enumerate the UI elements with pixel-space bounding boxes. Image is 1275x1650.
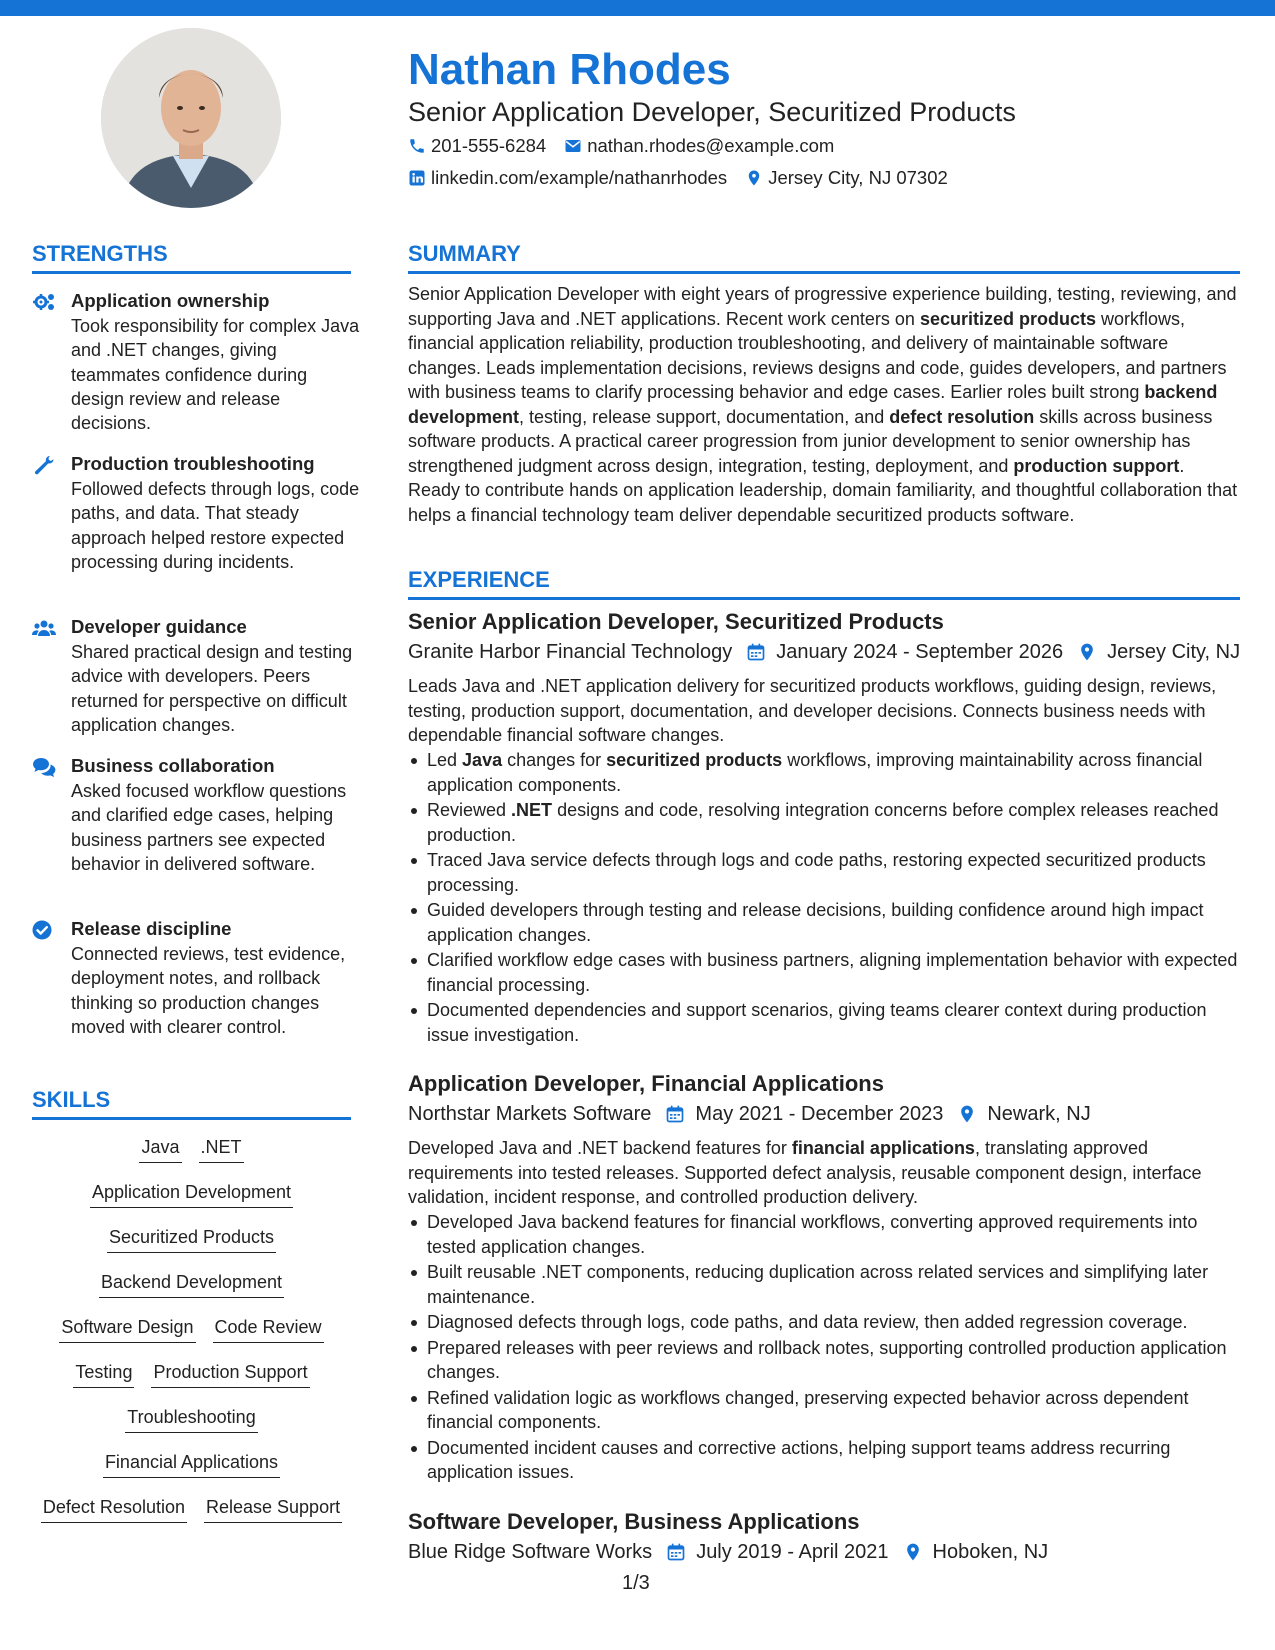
job-location-text: Newark, NJ <box>987 1103 1091 1125</box>
job-dates <box>666 1539 888 1565</box>
email-item <box>564 134 834 158</box>
job-bullet: Prepared releases with peer reviews and rollback notes, supporting controlled production application changes. <box>408 1336 1240 1385</box>
job-bullet <box>408 748 1240 797</box>
bullet-text: designs and code, resolving integration concerns before complex releases reached production. <box>427 800 1219 845</box>
summary-keyword: securitized products <box>919 308 1096 329</box>
job-bullet: Refined validation logic as workflows changed, preserving expected behavior across dependent financial components. <box>408 1386 1240 1435</box>
job-location-text: Jersey City, NJ <box>1107 641 1241 663</box>
skills-row <box>32 1270 351 1298</box>
map-pin-icon <box>745 169 763 187</box>
calendar-icon <box>666 1542 686 1562</box>
job-description: Leads Java and .NET application delivery for securitized products workflows, guiding design, reviews, testing, production support, documentation, and developer decisions. Connects business needs with dependable financial software changes. <box>408 676 1217 745</box>
linkedin-item <box>408 166 727 190</box>
bullet-keyword: securitized products <box>606 750 783 770</box>
skill-tag: Software Design <box>59 1315 195 1343</box>
job-title: Application Developer, Financial Applications <box>408 1071 884 1096</box>
job-bullet <box>408 798 1240 847</box>
strength-desc: Shared practical design and testing advice with developers. Peers returned for perspective on difficult application changes. <box>71 642 353 735</box>
job-title: Software Developer, Business Applications <box>408 1509 860 1534</box>
bullet-text: Reviewed <box>427 800 512 820</box>
job-dates <box>665 1101 943 1127</box>
strengths-heading: STRENGTHS <box>32 241 351 274</box>
skill-tag: .NET <box>199 1135 244 1163</box>
candidate-title: Senior Application Developer, Securitized Products <box>408 97 1016 127</box>
summary-keyword: backend development <box>408 382 1218 427</box>
job-location <box>903 1539 1049 1565</box>
summary-text: . Ready to contribute hands on application leadership, domain familiarity, and thoughtful collaboration that helps a financial technology team deliver dependable securitized products software. <box>408 455 1238 525</box>
check-circle-icon <box>32 920 56 940</box>
gears-icon <box>32 292 56 312</box>
job-title: Senior Application Developer, Securitized Products <box>408 609 944 634</box>
skill-tag: Troubleshooting <box>125 1405 257 1433</box>
map-pin-icon <box>957 1104 977 1124</box>
phone-text[interactable]: 201-555-6284 <box>431 135 547 156</box>
job-bullet: Traced Java service defects through logs and code paths, restoring expected securitized products processing. <box>408 848 1240 897</box>
skills-row <box>32 1135 351 1163</box>
skills-row <box>32 1360 351 1388</box>
strength-desc: Followed defects through logs, code paths, and data. That steady approach helped restore expected processing during incidents. <box>71 479 360 572</box>
skill-tag: Release Support <box>204 1495 342 1523</box>
company-name: Blue Ridge Software Works <box>408 1541 653 1563</box>
location-text: Jersey City, NJ 07302 <box>768 167 948 188</box>
company-name: Northstar Markets Software <box>408 1103 652 1125</box>
wrench-icon <box>32 455 56 475</box>
summary-text: workflows, financial application reliability, production troubleshooting, and delivery of maintainable software changes. Leads implementation decisions, reviews designs and code, guides developers, and partners with business teams to clarify processing behavior and edge cases. Earlier roles built strong <box>408 308 1227 402</box>
skills-row <box>32 1315 351 1343</box>
company-name: Granite Harbor Financial Technology <box>408 641 733 663</box>
skill-tag: Java <box>139 1135 181 1163</box>
job-desc-text: Developed Java and .NET backend features for <box>408 1138 792 1158</box>
location-item <box>745 166 948 190</box>
job-bullet: Guided developers through testing and release decisions, building confidence around high impact application changes. <box>408 898 1240 947</box>
linkedin-icon <box>408 169 426 187</box>
job-meta <box>408 639 1254 665</box>
strength-desc: Took responsibility for complex Java and .NET changes, giving teammates confidence during design review and release decisions. <box>71 316 360 434</box>
skill-tag: Application Development <box>90 1180 293 1208</box>
comments-icon <box>32 757 56 777</box>
users-icon <box>32 618 56 638</box>
job-desc-keyword: financial applications <box>791 1138 975 1158</box>
email-text[interactable]: nathan.rhodes@example.com <box>587 135 835 156</box>
summary-text: skills across business software products. A practical career progression from junior development to senior ownership has strengthened judgment across design, integration, testing, deployment, and <box>408 406 1213 476</box>
job-location-text: Hoboken, NJ <box>932 1541 1049 1563</box>
job-bullet: Documented incident causes and corrective actions, helping support teams address recurring application issues. <box>408 1436 1240 1485</box>
candidate-name: Nathan Rhodes <box>408 45 731 94</box>
phone-icon <box>408 137 426 155</box>
bullet-text: changes for <box>502 750 607 770</box>
job-bullet: Diagnosed defects through logs, code paths, and data review, then added regression coverage. <box>408 1310 1240 1335</box>
skill-tag: Backend Development <box>99 1270 284 1298</box>
job-dates <box>746 639 1063 665</box>
job-dates-text: May 2021 - December 2023 <box>695 1103 944 1125</box>
job-location <box>1077 639 1240 665</box>
calendar-icon <box>746 642 766 662</box>
linkedin-text[interactable]: linkedin.com/example/nathanrhodes <box>431 167 728 188</box>
job-bullet: Documented dependencies and support scenarios, giving teams clearer context during production issue investigation. <box>408 998 1240 1047</box>
strength-title: Business collaboration <box>71 755 275 776</box>
job-desc-text: , translating approved requirements into tested releases. Supported defect analysis, reusable component design, interface validation, incident response, and controlled production delivery. <box>408 1138 1202 1207</box>
job-location <box>957 1101 1090 1127</box>
summary-text: Senior Application Developer with eight years of progressive experience building, testing, reviewing, and supporting Java and .NET applications. Recent work centers on <box>408 284 1237 329</box>
job-bullets <box>408 1210 1240 1486</box>
map-pin-icon <box>1077 642 1097 662</box>
skills-row <box>32 1495 351 1523</box>
strength-desc: Connected reviews, test evidence, deployment notes, and rollback thinking so production changes moved with clearer control. <box>71 944 346 1037</box>
bullet-keyword: .NET <box>511 800 553 820</box>
summary-heading: SUMMARY <box>408 241 1240 274</box>
skills-row <box>32 1450 351 1478</box>
page-number: 1/3 <box>622 1572 650 1594</box>
job-meta <box>408 1539 1062 1565</box>
profile-photo <box>101 28 281 208</box>
skill-tag: Defect Resolution <box>41 1495 187 1523</box>
experience-heading: EXPERIENCE <box>408 567 1240 600</box>
bullet-text: workflows, improving maintainability across financial application components. <box>427 750 1203 795</box>
job-bullets <box>408 748 1240 1048</box>
skill-tag: Production Support <box>151 1360 309 1388</box>
envelope-icon <box>564 137 582 155</box>
summary-keyword: defect resolution <box>889 406 1035 427</box>
bullet-keyword: Java <box>462 750 503 770</box>
summary-keyword: production support <box>1013 455 1180 476</box>
calendar-icon <box>665 1104 685 1124</box>
skill-tag: Code Review <box>213 1315 324 1343</box>
summary-paragraph <box>408 282 1240 527</box>
job-meta <box>408 1101 1105 1127</box>
skill-tag: Testing <box>73 1360 134 1388</box>
skill-tag: Financial Applications <box>103 1450 280 1478</box>
skills-row <box>32 1180 351 1208</box>
skill-tag: Securitized Products <box>107 1225 276 1253</box>
contact-row-1 <box>408 134 852 158</box>
strength-title: Release discipline <box>71 918 232 939</box>
strength-title: Production troubleshooting <box>71 453 315 474</box>
map-pin-icon <box>903 1542 923 1562</box>
skills-row <box>32 1225 351 1253</box>
job-bullet: Built reusable .NET components, reducing duplication across related services and simplifying later maintenance. <box>408 1260 1240 1309</box>
job-description <box>408 1136 1240 1210</box>
strength-title: Application ownership <box>71 290 270 311</box>
summary-text: , testing, release support, documentation, and <box>519 406 890 427</box>
strength-title: Developer guidance <box>71 616 247 637</box>
phone-item <box>408 134 546 158</box>
contact-row-2 <box>408 166 966 190</box>
job-dates-text: July 2019 - April 2021 <box>696 1541 889 1563</box>
skills-row <box>32 1405 351 1433</box>
bullet-text: Led <box>427 750 463 770</box>
job-bullet: Clarified workflow edge cases with business partners, aligning implementation behavior with expected financial processing. <box>408 948 1240 997</box>
job-dates-text: January 2024 - September 2026 <box>776 641 1064 663</box>
top-accent-bar <box>0 0 1275 16</box>
strength-desc: Asked focused workflow questions and clarified edge cases, helping business partners see expected behavior in delivered software. <box>71 781 347 874</box>
skills-heading: SKILLS <box>32 1087 351 1120</box>
job-bullet: Developed Java backend features for financial workflows, converting approved requirements into tested application changes. <box>408 1210 1240 1259</box>
